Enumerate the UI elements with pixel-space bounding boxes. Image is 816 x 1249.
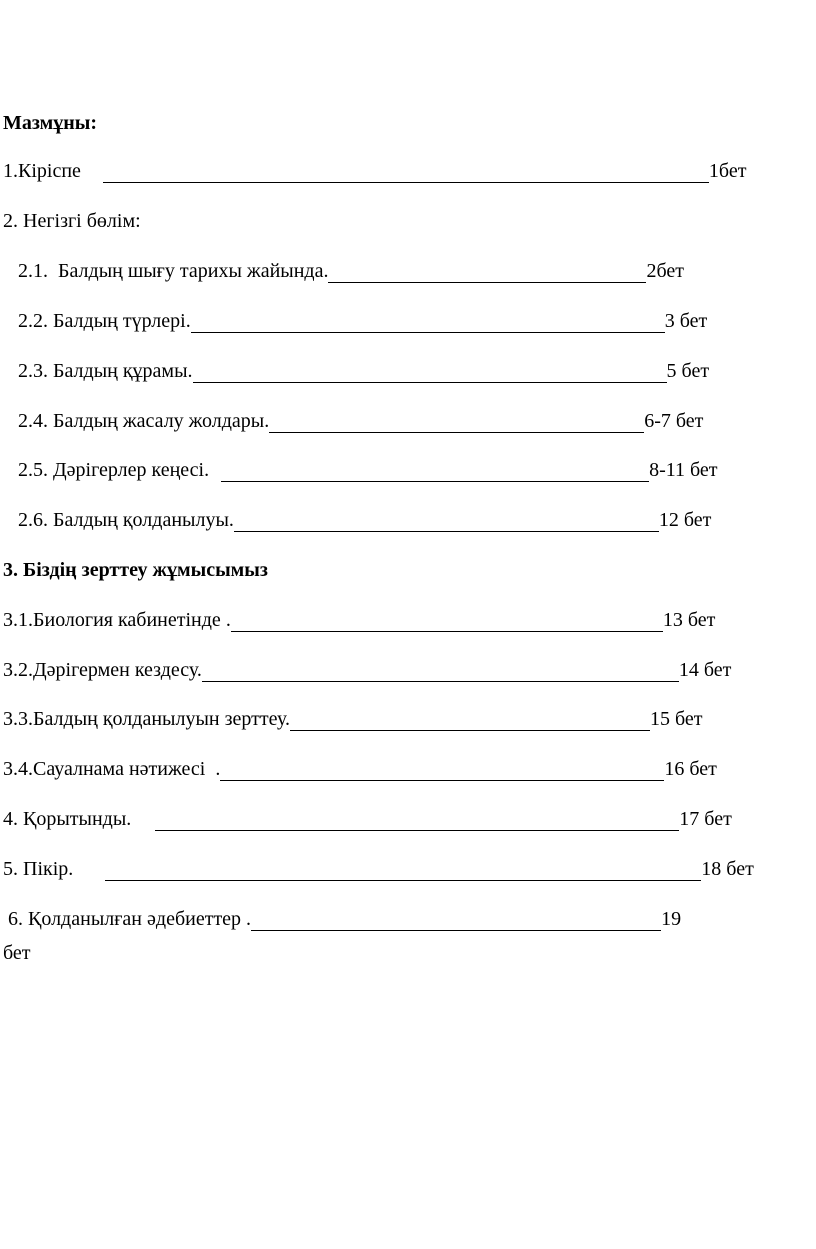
toc-entry-page: 14 бет <box>678 659 732 681</box>
toc-entry-2-4 <box>18 408 703 434</box>
toc-entry-2-2 <box>18 308 707 334</box>
toc-entry-page: 3 бет <box>664 310 708 332</box>
toc-entry-page: 19 <box>661 908 682 930</box>
toc-entry-introduction <box>3 158 746 184</box>
toc-entry-label: 2.1. Балдың шығу тарихы жайында. <box>18 260 329 282</box>
toc-leader-line <box>290 710 650 731</box>
toc-leader-line <box>193 362 667 383</box>
toc-entry-label: 1.Кіріспе <box>3 160 81 182</box>
toc-entry-references-page-wrap: бет <box>3 942 31 964</box>
toc-leader-line <box>269 412 644 433</box>
toc-entry-label: 6. Қолданылған әдебиеттер . <box>3 908 252 930</box>
toc-entry-page: 8-11 бет <box>649 459 718 481</box>
toc-entry-page: 2бет <box>646 260 684 282</box>
toc-entry-label: 2.5. Дәрігерлер кеңесі. <box>18 459 210 481</box>
toc-entry-main-part: 2. Негізгі бөлім: <box>3 210 141 232</box>
toc-entry-label: 5. Пікір. <box>3 858 74 880</box>
toc-entry-page: 5 бет <box>666 360 710 382</box>
toc-entry-references <box>3 906 681 932</box>
toc-entry-label: 3.4.Сауалнама нәтижесі . <box>3 758 221 780</box>
toc-entry-3-3 <box>3 706 702 732</box>
toc-leader-line <box>231 611 663 632</box>
toc-entry-page: 13 бет <box>662 609 716 631</box>
toc-entry-3-4 <box>3 756 717 782</box>
toc-entry-page: 15 бет <box>649 708 703 730</box>
toc-entry-page: 12 бет <box>658 509 712 531</box>
toc-leader-line <box>221 461 649 482</box>
toc-entry-label: 2.6. Балдың қолданылуы. <box>18 509 234 531</box>
toc-entry-2-1 <box>18 258 684 284</box>
toc-entry-label: 4. Қорытынды. <box>3 808 132 830</box>
toc-leader-line <box>155 810 679 831</box>
toc-leader-line <box>220 760 664 781</box>
toc-section-research: 3. Біздің зерттеу жұмысымыз <box>3 559 268 581</box>
toc-leader-line <box>251 910 661 931</box>
toc-title: Мазмұны: <box>3 112 98 134</box>
toc-entry-page: 16 бет <box>664 758 717 780</box>
toc-entry-label: 3.1.Биология кабинетінде . <box>3 609 231 631</box>
toc-leader-line <box>202 661 679 682</box>
toc-entry-conclusion <box>3 806 732 832</box>
toc-leader-line <box>105 860 701 881</box>
toc-entry-2-5 <box>18 457 718 483</box>
toc-entry-page: 1бет <box>708 160 747 182</box>
toc-entry-2-6 <box>18 507 711 533</box>
toc-leader-line <box>103 162 709 183</box>
toc-entry-page: 6-7 бет <box>644 410 704 432</box>
toc-entry-label: 3.3.Балдың қолданылуын зерттеу. <box>3 708 290 730</box>
toc-entry-page: 18 бет <box>701 858 754 880</box>
toc-entry-2-3 <box>18 358 709 384</box>
toc-entry-label: 2.2. Балдың түрлері. <box>18 310 191 332</box>
toc-leader-line <box>234 511 659 532</box>
toc-leader-line <box>328 262 646 283</box>
toc-entry-opinion <box>3 856 754 882</box>
toc-entry-3-1 <box>3 607 715 633</box>
toc-entry-page: 17 бет <box>679 808 732 830</box>
toc-entry-label: 2.3. Балдың құрамы. <box>18 360 193 382</box>
toc-entry-3-2 <box>3 657 731 683</box>
toc-entry-label: 3.2.Дәрігермен кездесу. <box>3 659 202 681</box>
toc-leader-line <box>191 312 665 333</box>
toc-entry-label: 2.4. Балдың жасалу жолдары. <box>18 410 270 432</box>
